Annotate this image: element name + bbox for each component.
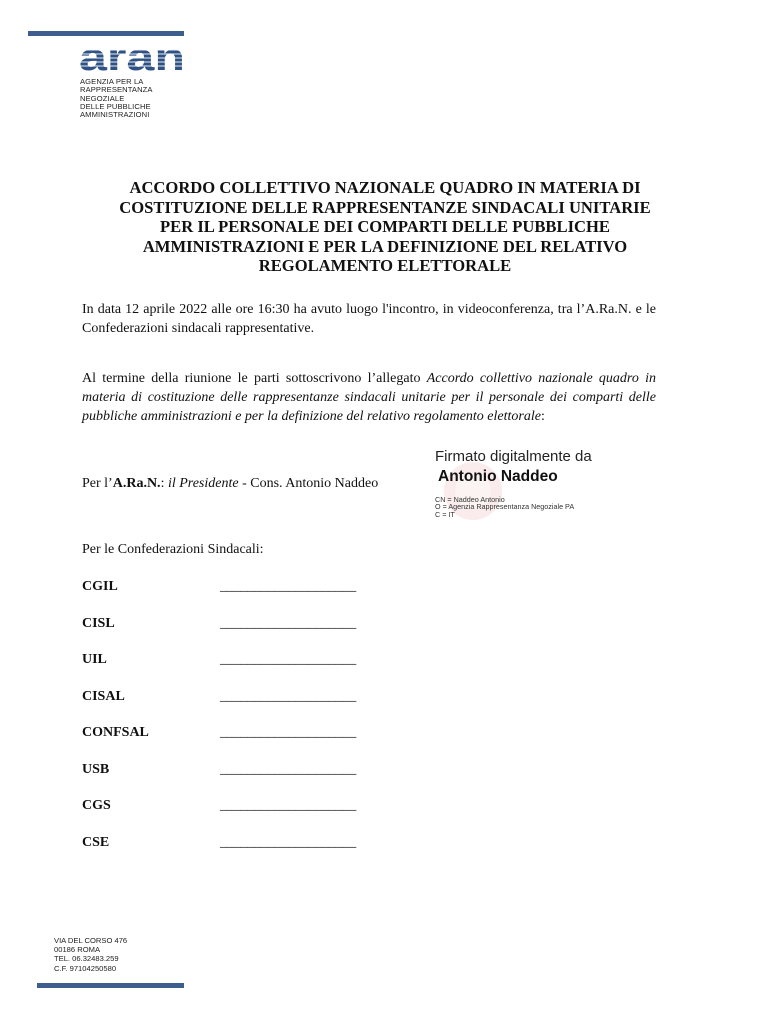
agency-line: NEGOZIALE (80, 93, 125, 103)
aran-logo (79, 41, 189, 75)
aran-signatory (82, 474, 378, 493)
confederation-name: CGS (82, 798, 111, 813)
footer-line: VIA DEL CORSO 476 (54, 936, 128, 945)
confederation-row (82, 688, 402, 725)
signature-line: ____________________ (220, 688, 357, 704)
title-line: PER IL PERSONALE DEI COMPARTI DELLE PUBBLICHE (160, 217, 610, 236)
footer-line: TEL. 06.32483.259 (54, 954, 119, 964)
title-line: COSTITUZIONE DELLE RAPPRESENTANZE SINDACALI UNITARIE (119, 197, 651, 217)
agreement-paragraph (82, 369, 656, 426)
agency-line: AMMINISTRAZIONI (80, 110, 150, 120)
top-accent-bar (28, 31, 184, 36)
confederation-row (82, 578, 402, 615)
confederation-name: CISAL (82, 688, 125, 704)
signature-line: ____________________ (220, 615, 357, 631)
signer-name: Antonio Naddeo (438, 468, 558, 485)
agreement-title-italic: Accordo collettivo nazionale quadro in materia di costituzione delle rappresentanze sindacali unitarie per il personale dei comparti delle pubbliche amministrazioni e per la definizione del relativo regolamento elettorale (82, 371, 656, 424)
confederation-name: USB (82, 761, 110, 777)
confederations-label: Per le Confederazioni Sindacali: (82, 542, 264, 557)
signature-line: ____________________ (220, 725, 357, 740)
confederation-row (82, 761, 402, 798)
confederation-name: CISL (82, 615, 115, 631)
signature-line: ____________________ (220, 834, 357, 850)
signature-line: ____________________ (220, 579, 357, 594)
agency-line: RAPPRESENTANZA (80, 85, 153, 95)
agency-line: DELLE PUBBLICHE (80, 101, 151, 111)
confederation-name: CSE (82, 834, 110, 850)
confederation-row (82, 651, 402, 688)
agency-line: AGENZIA PER LA (80, 77, 144, 86)
confederation-row (82, 797, 402, 834)
title-line: REGOLAMENTO ELETTORALE (258, 256, 512, 275)
confederation-name: CGIL (82, 579, 118, 594)
agreement-end: : (540, 409, 545, 424)
confederations-list (82, 578, 402, 870)
confederation-name: CONFSAL (82, 725, 149, 740)
title-line: AMMINISTRAZIONI E PER LA DEFINIZIONE DEL RELATIVO (142, 236, 628, 256)
signature-line: ____________________ (220, 798, 357, 813)
footer-address (54, 936, 127, 973)
signatory-role: il Presidente (167, 476, 239, 491)
aran-logo-text: aran (79, 41, 185, 75)
footer-line: 00186 ROMA (54, 945, 101, 955)
digital-signature-block (430, 446, 670, 526)
signature-details (435, 496, 574, 518)
confederation-row (82, 834, 402, 871)
meeting-paragraph: In data 12 aprile 2022 alle ore 16:30 ha avuto luogo l'incontro, in videoconferenza, tra l’A.Ra.N. e le Confederazioni sindacali rappresentative. (82, 302, 656, 336)
footer-line: C.F. 97104250580 (54, 963, 117, 973)
confederation-row (82, 615, 402, 652)
document-title (60, 178, 710, 276)
signature-detail: O = Agenzia Rappresentanza Negoziale PA (435, 502, 575, 512)
confederation-name: UIL (82, 652, 107, 667)
confederation-row (82, 724, 402, 761)
signatory-name: - Cons. Antonio Naddeo (238, 476, 379, 491)
signature-detail: C = IT (435, 509, 455, 519)
agency-name (80, 78, 153, 119)
title-line: ACCORDO COLLETTIVO NAZIONALE QUADRO IN MATERIA DI (129, 178, 641, 197)
signature-caption: Firmato digitalmente da (435, 448, 592, 465)
signature-line: ____________________ (220, 652, 357, 667)
signature-detail: CN = Naddeo Antonio (435, 495, 505, 504)
signatory-sep: : (160, 476, 168, 491)
signature-line: ____________________ (220, 761, 357, 777)
signatory-org: A.Ra.N. (112, 476, 161, 491)
agreement-intro: Al termine della riunione le parti sottoscrivono l’allegato (82, 371, 427, 386)
signatory-prefix: Per l’ (82, 476, 113, 491)
bottom-accent-bar (37, 983, 184, 988)
